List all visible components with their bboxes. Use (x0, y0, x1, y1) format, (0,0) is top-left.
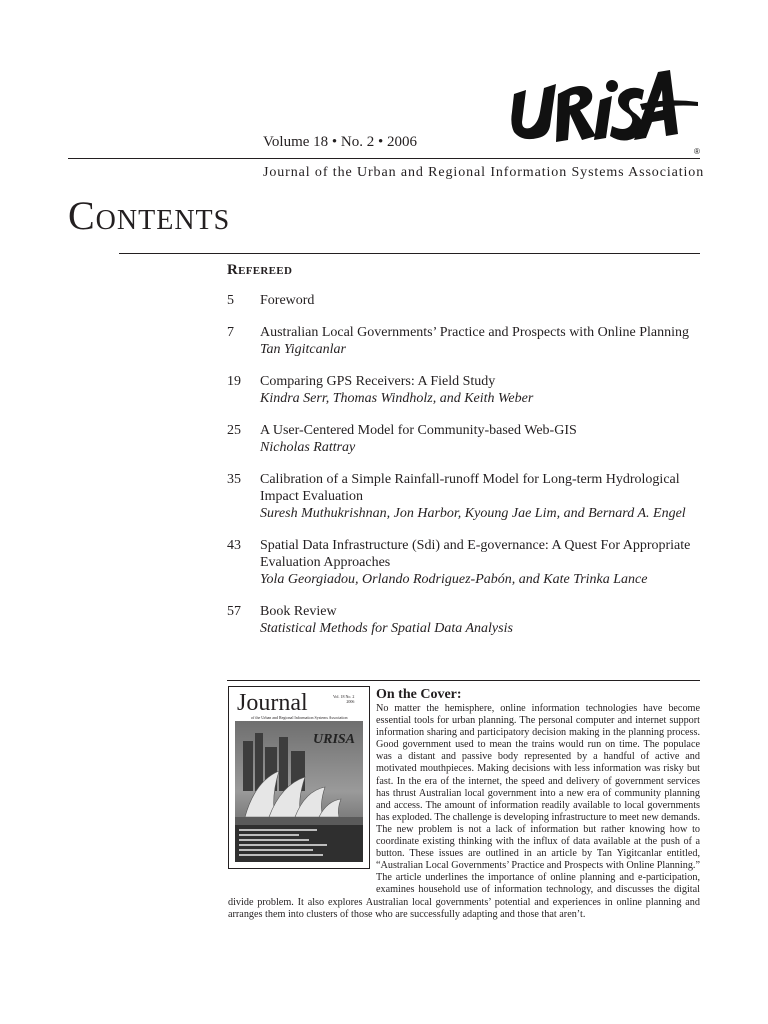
cover-volume-number: Vol. 18 No. 2 (333, 694, 355, 699)
toc-authors: Yola Georgiadou, Orlando Rodriguez-Pabón, and Kate Trinka Lance (260, 572, 648, 587)
toc-authors: Nicholas Rattray (260, 440, 356, 455)
toc-entry[interactable] (227, 292, 702, 309)
toc-title: A User-Centered Model for Community-based Web-GIS (260, 423, 577, 438)
urisa-logo (508, 64, 700, 158)
toc-title: Comparing GPS Receivers: A Field Study (260, 374, 496, 389)
toc-entry[interactable] (227, 324, 702, 358)
toc-entry[interactable] (227, 537, 702, 588)
journal-name: Journal of the Urban and Regional Information Systems Association (263, 165, 705, 180)
table-of-contents (227, 292, 702, 652)
section-heading-refereed: Refereed (227, 262, 293, 278)
toc-authors: Tan Yigitcanlar (260, 342, 346, 357)
toc-page-number: 43 (227, 538, 241, 553)
toc-page-number: 25 (227, 423, 241, 438)
toc-page-number: 7 (227, 325, 234, 340)
toc-entry[interactable] (227, 471, 702, 522)
page-title: Contents (68, 193, 231, 238)
toc-page-number: 19 (227, 374, 241, 389)
toc-title: Calibration of a Simple Rainfall-runoff Model for Long-term Hydrological Impact Evaluation (260, 472, 680, 504)
toc-entry[interactable] (227, 603, 702, 637)
cover-subtitle: of the Urban and Regional Information Systems Association (251, 715, 348, 720)
contents-rule (119, 253, 700, 254)
toc-page-number: 57 (227, 604, 241, 619)
toc-title: Spatial Data Infrastructure (Sdi) and E-governance: A Quest For Appropriate Evaluation Approaches (260, 538, 691, 570)
toc-book-title: Statistical Methods for Spatial Data Analysis (260, 621, 513, 636)
toc-entry[interactable] (227, 373, 702, 407)
on-the-cover-heading: On the Cover: (376, 687, 462, 702)
cover-year: 2006 (346, 699, 355, 704)
toc-title: Australian Local Governments’ Practice and Prospects with Online Planning (260, 325, 689, 340)
volume-issue-line: Volume 18 • No. 2 • 2006 (263, 134, 417, 150)
toc-title: Book Review (260, 604, 337, 619)
on-the-cover-text: No matter the hemisphere, online information technologies have become essential tools for urban planning. The personal computer and internet support information sharing and participatory decision making in the planning process. Good government used to mean the trains would run on time. The populace was a distant and passive body represented by a handful of active and motivated mouthpieces. Making decisions with less information was risky but fast. In the era of the internet, the speed and delivery of government services has thrust Australian local government into a new era of community planning and access. The amount of information readily available to local governments has exploded. The challenge is developing infrastructure to meet new demands. The new problem is not a lack of information but rather knowing how to coordinate existing thinking with the influx of data available at the push of a button. These issues are outlined in an article by Tan Yigitcanlar entitled, “Australian Local Governments’ Practice and Prospects with Online Planning.” The article underlines the importance of online planning and e-participation, examines household use of information technology, and discusses the digital divide problem. It also explores Australian local governments’ potential and experiences in online planning and arranges them into clusters of those who are successfully adapting and those that aren’t. (228, 703, 701, 920)
toc-title: Foreword (260, 293, 315, 308)
header-rule (68, 158, 700, 159)
svg-text:URISA: URISA (313, 732, 356, 747)
cover-journal-title: Journal (237, 690, 308, 716)
toc-authors: Kindra Serr, Thomas Windholz, and Keith Weber (260, 391, 534, 406)
toc-authors: Suresh Muthukrishnan, Jon Harbor, Kyoung Jae Lim, and Bernard A. Engel (260, 506, 686, 521)
toc-entry[interactable] (227, 422, 702, 456)
cover-section-rule (227, 680, 700, 681)
toc-page-number: 35 (227, 472, 241, 487)
toc-page-number: 5 (227, 293, 234, 308)
svg-text:®: ® (694, 147, 700, 156)
